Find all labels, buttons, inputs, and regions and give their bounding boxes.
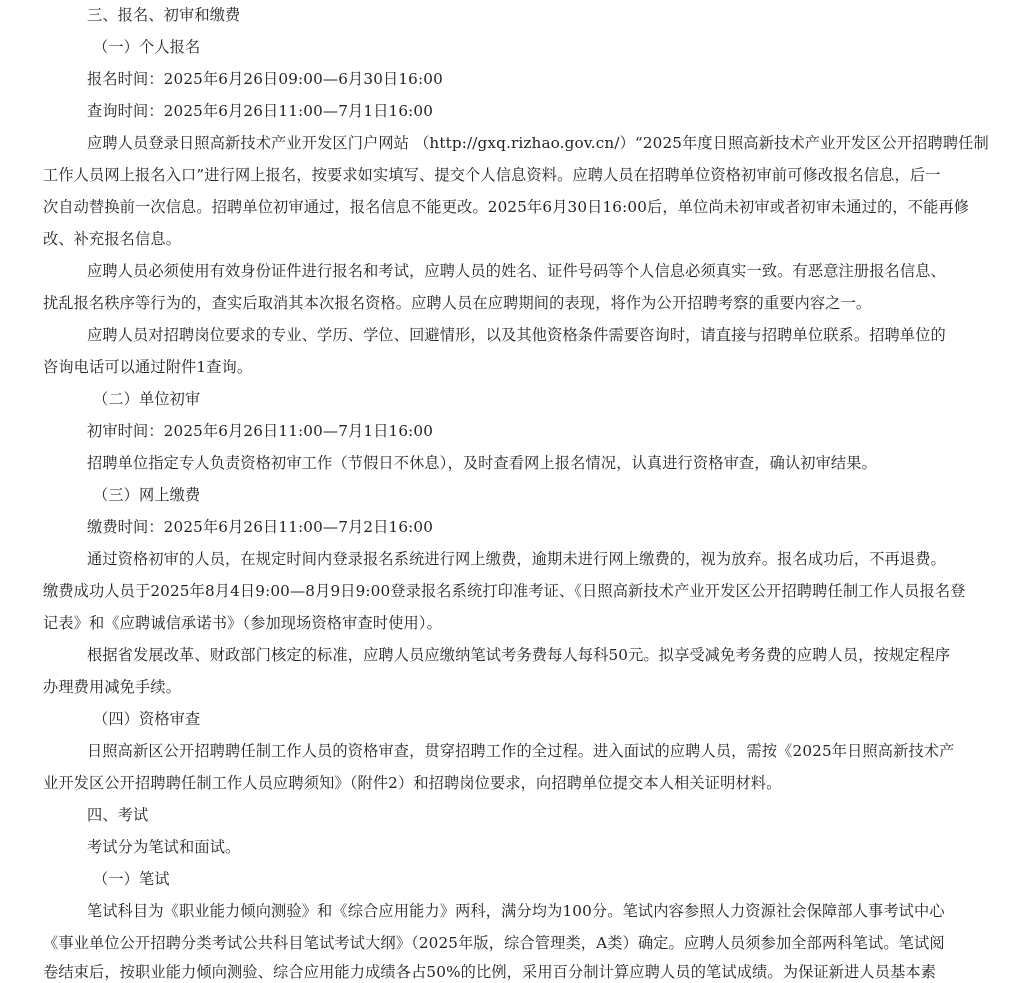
paragraph-line: 卷结束后，按职业能力倾向测验、综合应用能力成绩各占50%的比例，采用百分制计算应聘人员的笔试成绩。为保证新进人员基本素 <box>43 963 937 981</box>
paragraph-line: 业开发区公开招聘聘任制工作人员应聘须知》（附件2）和招聘岗位要求，向招聘单位提交本人相关证明材料。 <box>43 774 782 792</box>
section-heading-exam: 四、考试 <box>87 806 149 824</box>
paragraph-line: 扰乱报名秩序等行为的，查实后取消其本次报名资格。应聘人员在应聘期间的表现，将作为公开招聘考察的重要内容之一。 <box>43 294 872 312</box>
paragraph-line: 日照高新区公开招聘聘任制工作人员的资格审查，贯穿招聘工作的全过程。进入面试的应聘人员，需按《2025年日照高新技术产 <box>87 742 955 760</box>
paragraph-line: 应聘人员登录日照高新技术产业开发区门户网站 （http://gxq.rizhao.gov.cn/）“2025年度日照高新技术产业开发区公开招聘聘任制 <box>87 134 989 152</box>
review-time: 初审时间：2025年6月26日11:00—7月1日16:00 <box>87 422 434 440</box>
paragraph-line: 招聘单位指定专人负责资格初审工作（节假日不休息），及时查看网上报名情况，认真进行资格审查，确认初审结果。 <box>87 454 877 472</box>
paragraph-line: 办理费用减免手续。 <box>43 678 182 696</box>
section-heading-registration: 三、报名、初审和缴费 <box>87 6 241 24</box>
paragraph-line: 《事业单位公开招聘分类考试公共科目笔试考试大纲》（2025年版，综合管理类，A类）确定。应聘人员须参加全部两科笔试。笔试阅 <box>43 934 945 952</box>
paragraph-line: 应聘人员必须使用有效身份证件进行报名和考试，应聘人员的姓名、证件号码等个人信息必须真实一致。有恶意注册报名信息、 <box>87 262 946 280</box>
subsection-heading-unit-review: （二）单位初审 <box>93 390 201 408</box>
paragraph-line: 根据省发展改革、财政部门核定的标准，应聘人员应缴纳笔试考务费每人每科50元。拟享受减免考务费的应聘人员，按规定程序 <box>87 646 951 664</box>
subsection-heading-online-payment: （三）网上缴费 <box>93 486 201 504</box>
paragraph-line: 记表》和《应聘诚信承诺书》（参加现场资格审查时使用）。 <box>43 614 442 632</box>
subsection-heading-personal-registration: （一）个人报名 <box>93 38 201 56</box>
paragraph-line: 改、补充报名信息。 <box>43 230 182 248</box>
paragraph-line: 考试分为笔试和面试。 <box>87 838 241 856</box>
paragraph-line: 工作人员网上报名入口”进行网上报名，按要求如实填写、提交个人信息资料。应聘人员在招聘单位资格初审前可修改报名信息，后一 <box>43 166 941 184</box>
query-time: 查询时间：2025年6月26日11:00—7月1日16:00 <box>87 102 434 120</box>
paragraph-line: 应聘人员对招聘岗位要求的专业、学历、学位、回避情形，以及其他资格条件需要咨询时，请直接与招聘单位联系。招聘单位的 <box>87 326 946 344</box>
registration-time: 报名时间：2025年6月26日09:00—6月30日16:00 <box>87 70 443 88</box>
payment-time: 缴费时间：2025年6月26日11:00—7月2日16:00 <box>87 518 434 536</box>
subsection-heading-qualification-review: （四）资格审查 <box>93 710 201 728</box>
paragraph-line: 次自动替换前一次信息。招聘单位初审通过，报名信息不能更改。2025年6月30日16:00后，单位尚未初审或者初审未通过的，不能再修 <box>43 198 970 216</box>
paragraph-line: 笔试科目为《职业能力倾向测验》和《综合应用能力》两科，满分均为100分。笔试内容参照人力资源社会保障部人事考试中心 <box>87 902 945 920</box>
subsection-heading-written-exam: （一）笔试 <box>93 870 170 888</box>
paragraph-line: 通过资格初审的人员，在规定时间内登录报名系统进行网上缴费，逾期未进行网上缴费的，视为放弃。报名成功后，不再退费。 <box>87 550 946 568</box>
paragraph-line: 缴费成功人员于2025年8月4日9:00—8月9日9:00登录报名系统打印准考证、《日照高新技术产业开发区公开招聘聘任制工作人员报名登 <box>43 582 966 600</box>
paragraph-line: 咨询电话可以通过附件1查询。 <box>43 358 253 376</box>
